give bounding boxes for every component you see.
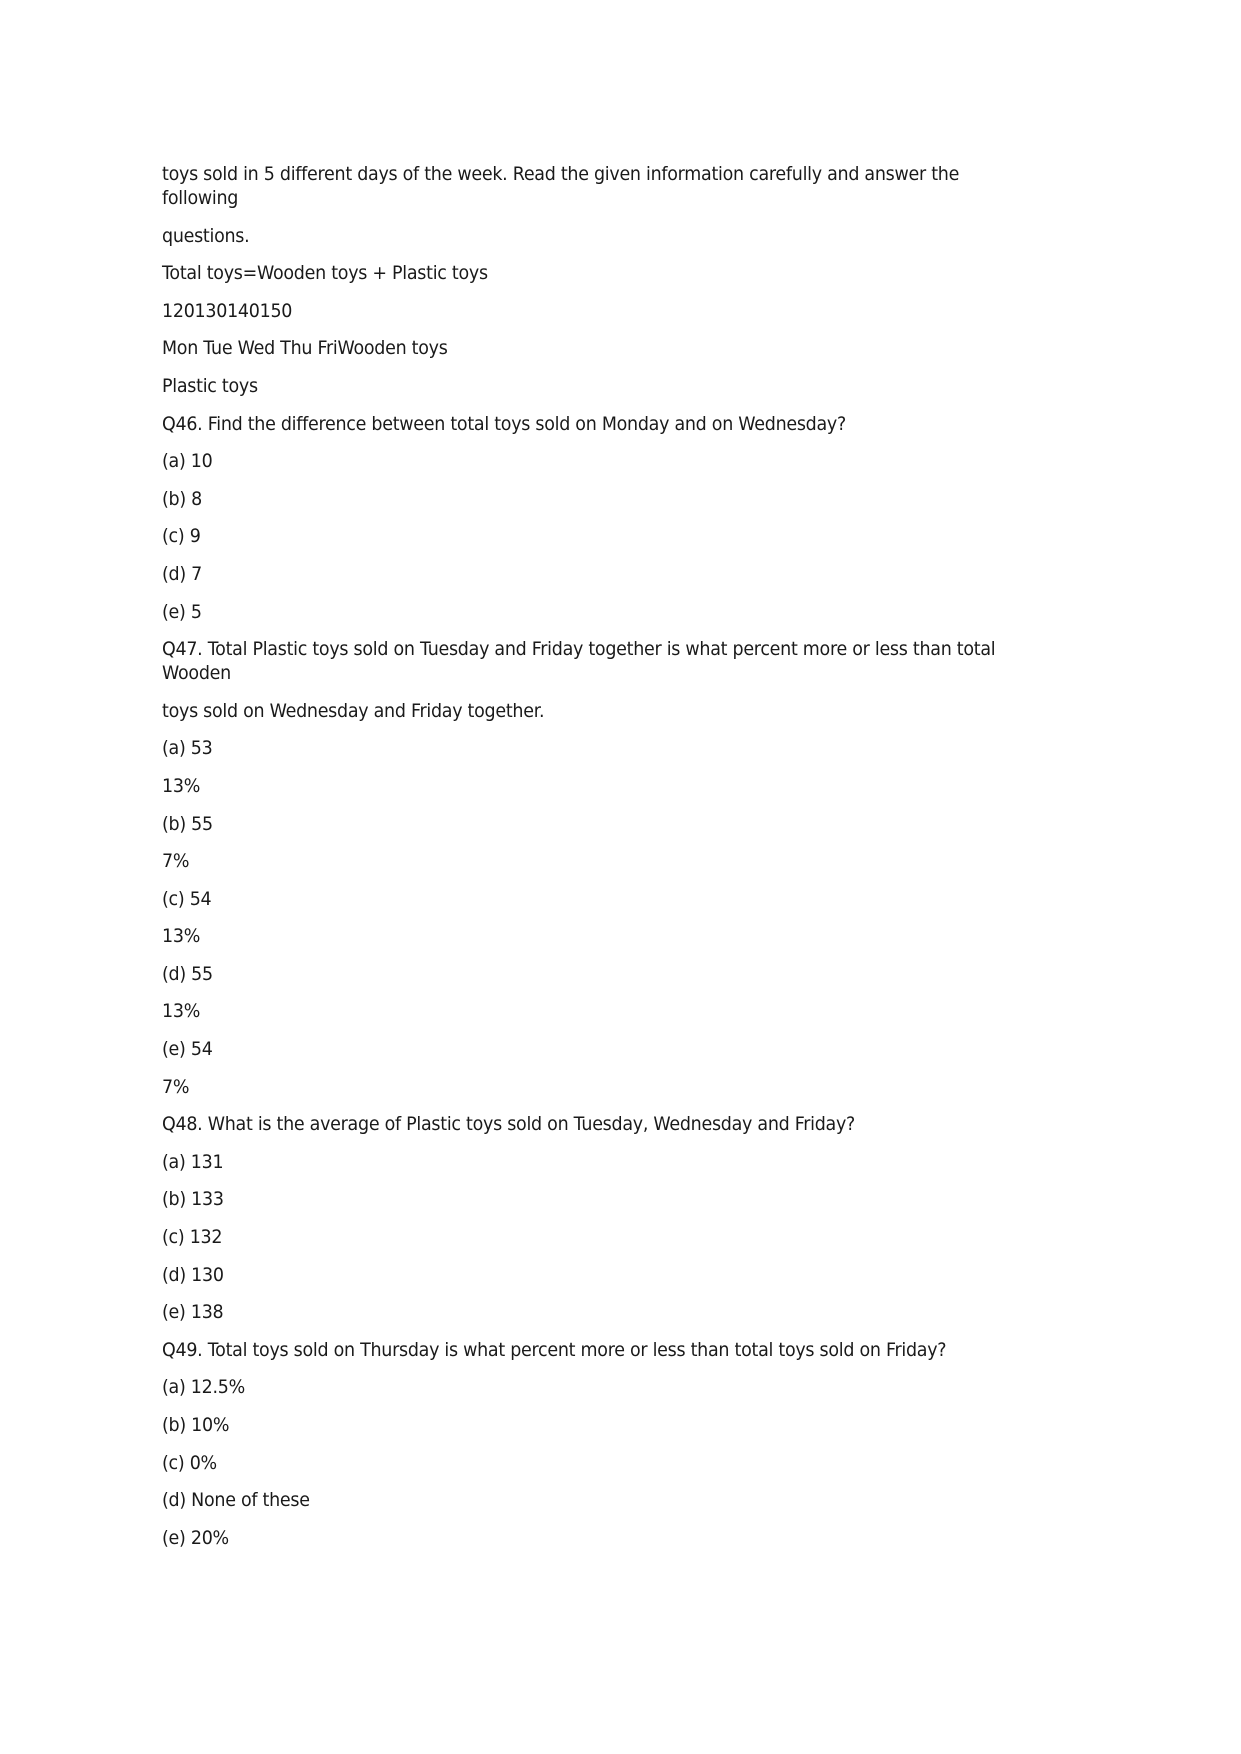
chart-axis-ticks-text: 120130140150 <box>162 299 293 322</box>
question-48: Q48. What is the average of Plastic toys sold on Tuesday, Wednesday and Friday? <box>162 1113 856 1136</box>
chart-days-legend-text: Mon Tue Wed Thu FriWooden toys <box>162 337 448 360</box>
question-47-line-1: Q47. Total Plastic toys sold on Tuesday and Friday together is what percent more or less than total <box>162 638 996 661</box>
intro-text-line-3: questions. <box>162 224 250 247</box>
q46-option-e: (e) 5 <box>162 600 202 623</box>
q47-option-b: (b) 55 <box>162 812 213 835</box>
q49-option-d: (d) None of these <box>162 1489 310 1512</box>
intro-text-line-2: following <box>162 187 239 209</box>
q48-option-e: (e) 138 <box>162 1301 224 1324</box>
q47-option-e-fraction: 7% <box>162 1075 190 1098</box>
q46-option-d: (d) 7 <box>162 562 203 585</box>
q47-option-e: (e) 54 <box>162 1038 213 1061</box>
intro-text-line-1: toys sold in 5 different days of the week. Read the given information carefully and answer the <box>162 163 960 185</box>
question-46: Q46. Find the difference between total toys sold on Monday and on Wednesday? <box>162 412 847 435</box>
question-49: Q49. Total toys sold on Thursday is what percent more or less than total toys sold on Friday? <box>162 1338 947 1361</box>
q47-option-b-fraction: 7% <box>162 850 190 873</box>
q47-option-c-fraction: 13% <box>162 925 201 948</box>
q46-option-a: (a) 10 <box>162 450 213 473</box>
q48-option-b: (b) 133 <box>162 1188 224 1211</box>
q47-option-a-fraction: 13% <box>162 774 201 797</box>
question-47-line-2: Wooden <box>162 662 231 685</box>
q46-option-b: (b) 8 <box>162 487 203 510</box>
q49-option-b: (b) 10% <box>162 1414 230 1436</box>
question-47-line-3: toys sold on Wednesday and Friday together. <box>162 699 545 722</box>
q48-option-c: (c) 132 <box>162 1226 223 1249</box>
q49-option-e: (e) 20% <box>162 1526 229 1549</box>
q48-option-a: (a) 131 <box>162 1150 224 1173</box>
q49-option-a: (a) 12.5% <box>162 1376 245 1399</box>
q47-option-d: (d) 55 <box>162 962 213 985</box>
q48-option-d: (d) 130 <box>162 1263 224 1286</box>
formula-text: Total toys=Wooden toys + Plastic toys <box>162 262 488 285</box>
q49-option-c: (c) 0% <box>162 1451 217 1474</box>
q47-option-d-fraction: 13% <box>162 1000 201 1023</box>
q47-option-c: (c) 54 <box>162 887 212 910</box>
chart-legend-plastic: Plastic toys <box>162 374 258 397</box>
q47-option-a: (a) 53 <box>162 737 213 760</box>
q46-option-c: (c) 9 <box>162 525 201 548</box>
document-page <box>162 162 1082 1550</box>
